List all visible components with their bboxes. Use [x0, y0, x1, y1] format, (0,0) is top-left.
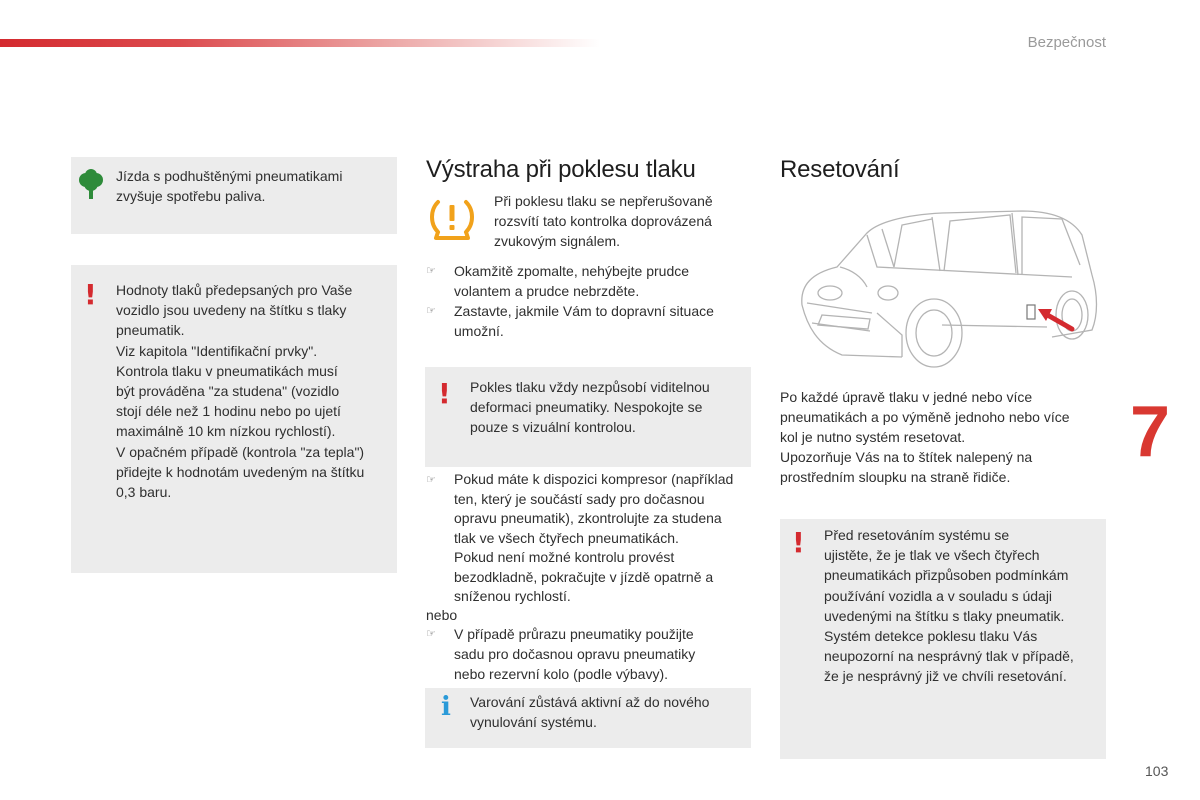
page-number: 103	[1145, 763, 1169, 779]
car-illustration	[782, 205, 1102, 375]
bullet-stop: ☞ Zastavte, jakmile Vám to dopravní situace umožní.	[426, 303, 714, 339]
bullet-compressor: ☞ Pokud máte k dispozici kompresor (například ten, který je součástí sady pro dočasnou opravu pneumatik), zkontrolujte za studena tlak ve všech čtyřech pneumatikách. Pokud není možné kontrolu provést bezodkladně, pokračujte v jízdě opatrně a sníženou rychlostí.	[426, 471, 734, 604]
info-icon: i	[441, 692, 451, 722]
bullet-icon: ☞	[426, 628, 436, 640]
info-text: Varování zůstává aktivní až do nového vynulování systému.	[470, 694, 710, 731]
section-title: Bezpečnost	[1027, 34, 1106, 51]
or-separator: nebo	[426, 607, 458, 623]
bullet-icon: ☞	[426, 265, 436, 277]
reset-body-text: Po každé úpravě tlaku v jedné nebo více pneumatikách a po výměně jednoho nebo více kol je nutno systém resetovat. Upozorňuje Vás na to štítek nalepený na prostředním sloupku na straně řidiče.	[780, 389, 1070, 485]
bullet-puncture: ☞ V případě průrazu pneumatiky použijte sadu pro dočasnou opravu pneumatiky nebo rezervní kolo (podle výbavy).	[426, 626, 696, 682]
deformation-warning-text: Pokles tlaku vždy nezpůsobí viditelnou deformaci pneumatiky. Nespokojte se pouze s vizuální kontrolou.	[470, 379, 710, 436]
exclamation-icon: !	[438, 377, 451, 410]
reset-warning-text: Před resetováním systému se ujistěte, že je tlak ve všech čtyřech pneumatikách přizpůsoben podmínkám používání vozidla a v souladu s údaji uvedenými na štítku s tlaky pneumatik. Systém detekce poklesu tlaku Vás neupozorní na nesprávný tlak v případě, že je nesprávný již ve chvíli resetování.	[824, 527, 1074, 685]
exclamation-icon: !	[792, 526, 805, 559]
header-accent-bar	[0, 39, 600, 47]
tpms-warning-icon	[428, 196, 476, 242]
bullet-slow-down: ☞ Okamžitě zpomalte, nehýbejte prudce volantem a prudce nebrzděte.	[426, 263, 690, 299]
eco-note-text: Jízda s podhuštěnými pneumatikami zvyšuje spotřebu paliva.	[116, 168, 343, 205]
bullet-icon: ☞	[426, 474, 436, 486]
exclamation-icon: !	[84, 278, 97, 311]
chapter-number: 7	[1130, 392, 1171, 472]
pressure-warning-intro: Při poklesu tlaku se nepřerušovaně rozsvítí tato kontrolka doprovázená zvukovým signálem.	[494, 193, 713, 249]
bullet-icon: ☞	[426, 305, 436, 317]
tyre-pressure-warning-text: Hodnoty tlaků předepsaných pro Vaše vozidlo jsou uvedeny na štítku s tlaky pneumatik. Viz kapitola "Identifikační prvky". Kontrola tlaku v pneumatikách musí být prováděna "za studena" (vozidlo stojí déle než 1 hodinu nebo po ujetí maximálně 10 km nízkou rychlostí). V opačném případě (kontrola "za tepla") přidejte k hodnotám uvedeným na štítku 0,3 baru.	[116, 282, 365, 501]
pressure-warning-heading: Výstraha při poklesu tlaku	[426, 156, 696, 183]
tree-icon	[77, 169, 105, 201]
reset-heading: Resetování	[780, 156, 900, 183]
